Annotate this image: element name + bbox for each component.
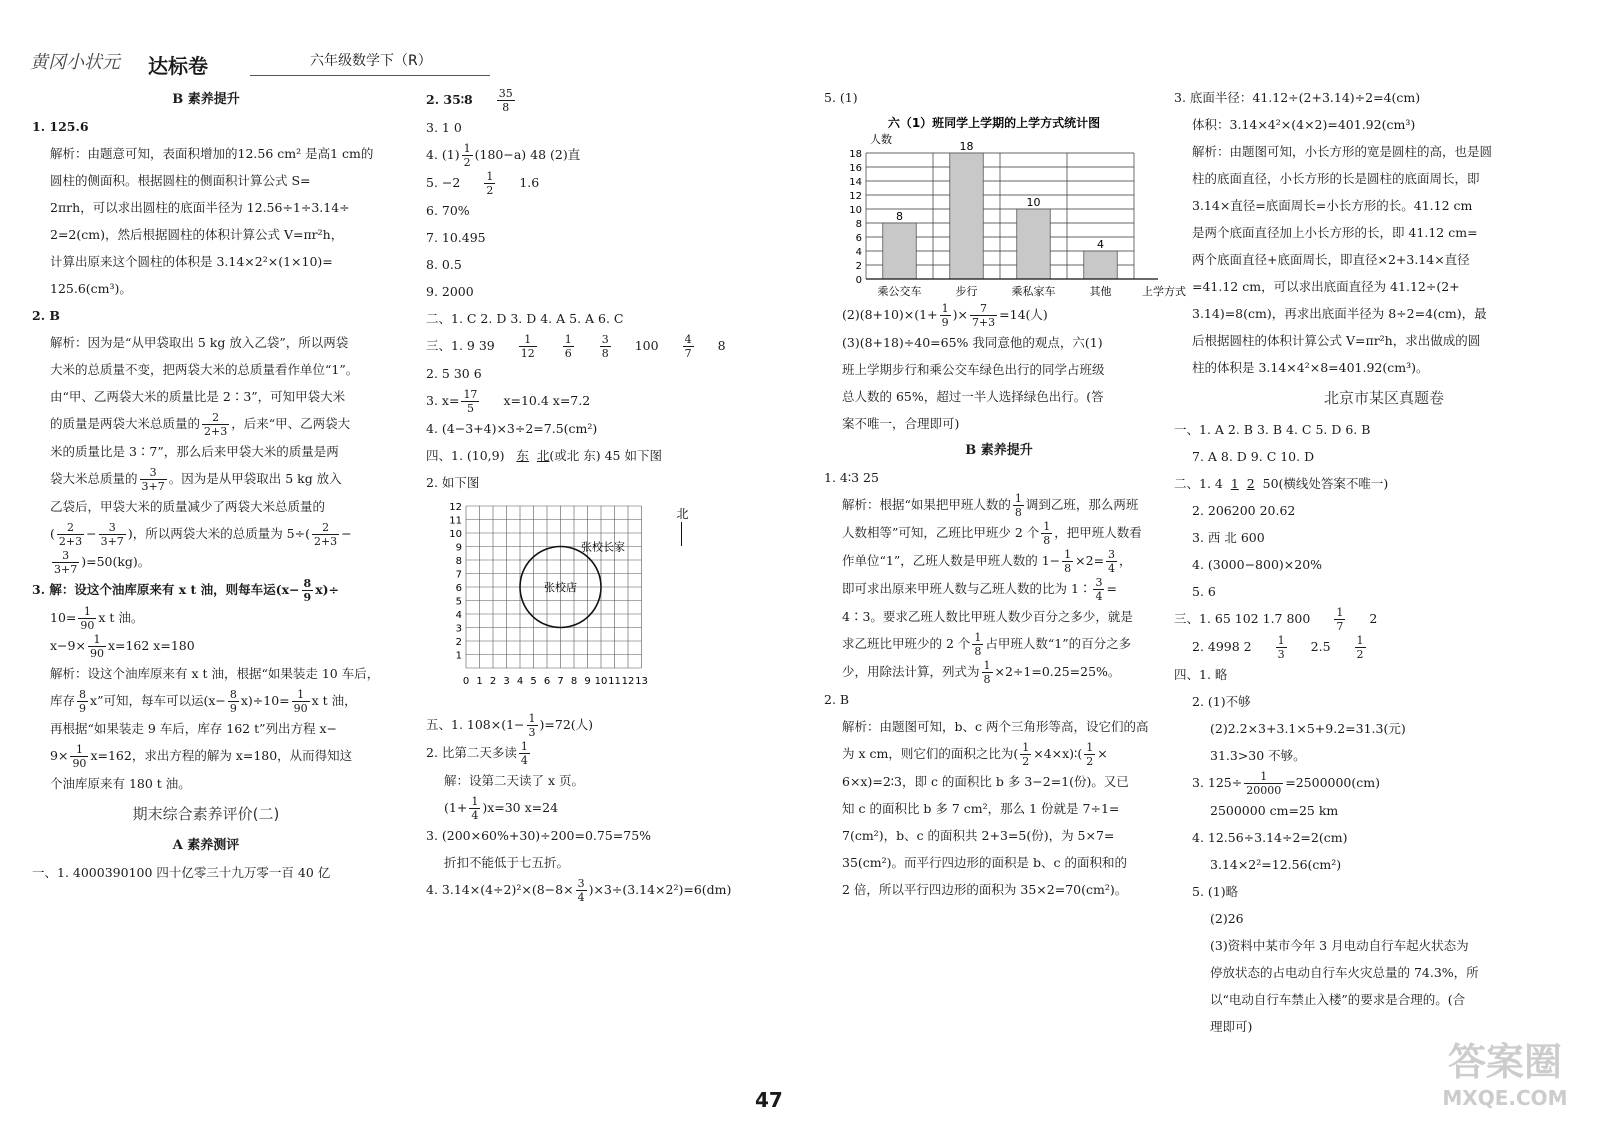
x-tick-label: 乘公交车: [877, 285, 922, 298]
bar-2: [1017, 209, 1051, 279]
y-tick-label: 12: [849, 191, 862, 202]
x-tick-label: 乘私家车: [1011, 285, 1056, 298]
page-header: [20, 40, 490, 80]
fraction: $\frac{1}{90}$: [89, 633, 104, 660]
answer-column-1: B 素养提升 1. 125.6 解析：由题意可知，表面积增加的12.56 cm² 是高1 cm的 圆柱的侧面积。根据圆柱的侧面积计算公式 S= 2πrh，可以求出圆柱的底面半径为 12.56÷1÷3.14÷ 2=2(cm)，然后根据圆柱的体积计算公式 V=πr²h， 计算出原来这个圆柱的体积是 3.14×2²×(1×10)= 125.6(cm³)。 2. B 解析：因为是“从甲袋取出 5 kg 放入乙袋”，所以两袋 大米的总质量不变，把两袋大米的总质量看作单位“1”。 由“甲、乙两袋大米的质量比是 2∶3”，可知甲袋大米 的质量是两袋大米总质量的 $\frac{2}{2+3}$ ，后来“甲、乙两袋大 米的质量比是 3∶7”，那么后来甲袋大米的质量是两 袋大米总质量的 $\frac{3}{3+7}$ 。因为是从甲袋取出 5 kg 放入 乙袋后，甲袋大米的质量减少了两袋大米总质量的 ( $\frac{2}{2+3}$ − $\frac{3}{3+7}$ )，所以两袋大米的总质量为 5÷( $\frac{2}{2+3}$ − $\frac{3}{3+7}$ )=50(kg)。 3. 解：设这个油库原来有 x t 油，则每车运(x− $\frac{8}{9}$ x)÷ 10= $\frac{1}{90}$ x t 油。 x−9× $\frac{1}{90}$ x=162 x=180 解析：设这个油库原来有 x t 油，根据“如果装走 10 车后， 库存 $\frac{8}{9}$ x”可知，每车可以运(x− $\frac{8}{9}$ x)÷10= $\frac{1}{90}$ x t 油， 再根据“如果装走 9 车后，库存 162 t”列出方程 x− 9× $\frac{1}{90}$ x=162，求出方程的解为 x=180，从而得知这 个油库原来有 180 t 油。 期末综合素养评价(二) A 素养测评 一、1. 4000390100 四十亿零三十九万零一百 40 亿: [32, 86, 380, 886]
x-tick-label: 3: [503, 676, 510, 687]
bar-value-label: 10: [1026, 196, 1041, 209]
x-tick-label: 1: [476, 676, 483, 687]
bar-value-label: 18: [959, 140, 974, 153]
y-tick-label: 1: [455, 650, 462, 662]
answer-column-3: 5. (1) 六（1）班同学上学期的上学方式统计图 人数 0 2 4 6 8 10 12 14 16 18 8 乘公交车 18 步行 10 乘私家车 4 其他 上学方式 (2)(8+10)×(1+ $\frac{1}{9}$ )× $\frac{7}{7+3}$ =14(人) (3)(8+18)÷40=65% 我同意他的观点，六(1) 班上学期步行和乘公交车绿色出行的同学占班级 总人数的 65%，超过一半人选择绿色出行。(答 案不唯一，合理即可) B 素养提升 1. 4∶3 25 解析：根据“如果把甲班人数的 $\frac{1}{8}$ 调到乙班，那么两班 人数相等”可知，乙班比甲班少 2 个 $\frac{1}{8}$ ，把甲班人数看 作单位“1”，乙班人数是甲班人数的 1− $\frac{1}{8}$ ×2= $\frac{3}{4}$ ， 即可求出原来甲班人数与乙班人数的比为 1∶ $\frac{3}{4}$ = 4∶3。要求乙班人数比甲班人数少百分之多少，就是 求乙班比甲班少的 2 个 $\frac{1}{8}$ 占甲班人数“1”的百分之多 少，用除法计算，列式为 $\frac{1}{8}$ ×2÷1=0.25=25%。 2. B 解析：由题图可知，b、c 两个三角形等高，设它们的高 为 x cm，则它们的面积之比为( $\frac{1}{2}$ ×4×x)∶( $\frac{1}{2}$ × 6×x)=2∶3，即 c 的面积比 b 多 3−2=1(份)。又已 知 c 的面积比 b 多 7 cm²，那么 1 份就是 7÷1= 7(cm²)，b、c 的面积共 2+3=5(份)，为 5×7= 35(cm²)。而平行四边形的面积是 b、c 的面积和的 2 倍，所以平行四边形的面积为 35×2=70(cm²)。: [824, 90, 1186, 897]
fraction: $\frac{1}{90}$: [80, 605, 95, 632]
fraction: $\frac{8}{9}$: [303, 577, 312, 604]
x-tick-label: 13: [635, 676, 648, 687]
fraction: $\frac{1}{2}$: [486, 170, 494, 197]
x-tick-label: 11: [608, 676, 621, 687]
header-grade: 六年级数学下（R）: [310, 53, 432, 69]
header-divider: [250, 75, 490, 76]
grid-label-shop: 张校店: [544, 581, 577, 594]
y-tick-label: 5: [455, 596, 462, 608]
answer-part1: 一、1. 4000390100 四十亿零三十九万零一百 40 亿: [32, 865, 331, 880]
fraction: $\frac{1}{90}$: [72, 743, 87, 770]
y-tick-label: 12: [449, 502, 462, 513]
y-tick-label: 9: [455, 542, 462, 554]
x-tick-label: 12: [621, 676, 635, 687]
x-tick-label: 5: [530, 676, 537, 687]
y-tick-label: 6: [455, 583, 462, 594]
answer-column-4: 3. 底面半径：41.12÷(2+3.14)÷2=4(cm) 体积：3.14×4²×(4×2)=401.92(cm³) 解析：由题图可知，小长方形的宽是圆柱的高，也是圆 柱的底面直径，小长方形的长是圆柱的底面周长，即 3.14×直径=底面周长=小长方形的长。41.12 cm 是两个底面直径加上小长方形的长，即 41.12 cm= 两个底面直径+底面周长，即直径×2+3.14×直径 =41.12 cm，可以求出底面直径为 41.12÷(2+ 3.14)=8(cm)，再求出底面半径为 8÷2=4(cm)，最 后根据圆柱的体积计算公式 V=πr²h，求出做成的圆 柱的体积是 3.14×4²×8=401.92(cm³)。 北京市某区真题卷 一、1. A 2. B 3. B 4. C 5. D 6. B 7. A 8. D 9. C 10. D 二、1. 4 1 2 50(横线处答案不唯一) 2. 206200 20.62 3. 西 北 600 4. (3000−800)×20% 5. 6 三、1. 65 102 1.7 800 $\frac{1}{7}$ 2 2. 4998 2 $\frac{1}{3}$ 2.5 $\frac{1}{2}$ 四、1. 略 2. (1)不够 (2)2.2×3+3.1×5+9.2=31.3(元) 31.3>30 不够。 3. 125÷ $\frac{1}{20000}$ =2500000(cm) 2500000 cm=25 km 4. 12.56÷3.14÷2=2(cm) 3.14×2²=12.56(cm²) 5. (1)略 (2)26 (3)资料中某市今年 3 月电动自行车起火状态为 停放状态的占电动自行车火灾总量的 74.3%，所 以“电动自行车禁止入楼”的要求是合理的。(合 理即可): [1174, 84, 1594, 1040]
section-title-b: B 素养提升: [172, 92, 240, 107]
chart-title: 六（1）班同学上学期的上学方式统计图: [887, 116, 1101, 130]
explanation-1: 解析：由题意可知，表面积增加的12.56 cm² 是高1 cm的 圆柱的侧面积。根据圆柱的侧面积计算公式 S= 2πrh，可以求出圆柱的底面半径为 12.56÷1÷3.14÷ 2=2(cm)，然后根据圆柱的体积计算公式 V=πr²h， 计算出原来这个圆柱的体积是 3.14×2²×(1×10)= 125.6(cm³)。: [50, 146, 374, 296]
bar-value-label: 8: [896, 210, 903, 223]
answer-3: 3. 解：设这个油库原来有 x t 油，则每车运(x− $\frac{8}{9}$ x)÷: [32, 577, 340, 604]
y-tick-label: 4: [455, 610, 462, 621]
y-tick-label: 8: [855, 219, 862, 230]
right-page: [800, 0, 1600, 1127]
x-tick-label: 9: [584, 676, 591, 687]
north-label: 北: [676, 507, 689, 521]
grid-label-home: 张校长家: [581, 540, 625, 554]
bar-0: [883, 223, 917, 279]
x-tick-label: 4: [516, 676, 524, 687]
x-tick-label: 其他: [1089, 285, 1112, 298]
fraction: $\frac{1}{90}$: [293, 688, 308, 715]
watermark-logo: 答案圈 MXQE.COM: [1442, 1040, 1568, 1110]
answer-column-2: 2. 35∶8 $\frac{35}{8}$ 3. 1 0 4. (1) $\frac{1}{2}$ (180−a) 48 (2)直 5. −2 $\frac{1}{2}$ 1.6 6. 70% 7. 10.495 8. 0.5 9. 2000 二、1. C 2. D 3. D 4. A 5. A 6. C 三、1. 9 39 $\frac{1}{12}$ $\frac{1}{6}$ $\frac{3}{8}$ 100 $\frac{4}{7}$ 8 2. 5 30 6 3. x= $\frac{17}{5}$ x=10.4 x=7.2 4. (4−3+4)×3÷2=7.5(cm²) 四、1. (10,9) 东 北(或北 东) 45 如下图 2. 如下图 0 1 2 3 4 5 6 7 8 9 10 11 12 13 1 2 3 4 5 6 7 8 9 10 11 12 张校长家 张校店 北 五、1. 108×(1− $\frac{1}{3}$ )=72(人) 2. 比第二天多读 $\frac{1}{4}$ 解：设第二天读了 x 页。 (1+ $\frac{1}{4}$ )x=30 x=24 3. (200×60%+30)÷200=0.75=75% 折扣不能低于七五折。 4. 3.14×(4÷2)²×(8−8× $\frac{3}{4}$ )×3÷(3.14×2²)=6(dm): [426, 86, 796, 904]
x-tick-label: 6: [543, 676, 551, 687]
fraction: $\frac{3}{3+7}$: [141, 466, 165, 493]
answer-1: 1. 125.6: [32, 119, 89, 134]
y-tick-label: 10: [849, 205, 862, 216]
fraction: $\frac{3}{3+7}$: [100, 521, 124, 548]
bar-3: [1084, 251, 1118, 279]
header-title: 达标卷: [148, 54, 208, 78]
section-title-a: A 素养测评: [172, 838, 240, 853]
fraction: $\frac{3}{3+7}$: [54, 549, 78, 576]
bar-chart-figure: [824, 111, 1186, 301]
bar-1: [950, 153, 984, 279]
fraction: $\frac{1}{2}$: [463, 142, 471, 169]
y-tick-label: 2: [455, 637, 462, 648]
exam-title-2: 北京市某区真题卷: [1323, 389, 1444, 407]
y-tick-label: 8: [455, 556, 462, 567]
x-tick-label: 10: [594, 676, 608, 687]
y-tick-label: 10: [449, 529, 462, 540]
bar-value-label: 4: [1097, 238, 1104, 251]
fraction: $\frac{8}{9}$: [79, 688, 87, 715]
y-tick-label: 3: [455, 623, 462, 635]
fraction: $\frac{2}{2+3}$: [58, 521, 83, 548]
x-axis-label: 上学方式: [1142, 285, 1186, 298]
fraction: $\frac{35}{8}$: [498, 87, 513, 114]
y-tick-label: 0: [855, 275, 862, 286]
y-tick-label: 2: [855, 261, 862, 272]
y-tick-label: 7: [455, 569, 462, 581]
y-axis-label: 人数: [870, 133, 892, 146]
fraction: $\frac{8}{9}$: [229, 688, 237, 715]
answer-2: 2. B: [32, 308, 60, 323]
x-tick-label: 步行: [955, 285, 978, 298]
y-tick-label: 4: [855, 247, 862, 258]
y-tick-label: 16: [849, 163, 862, 174]
page-number: 47: [755, 1088, 783, 1112]
x-tick-label: 0: [462, 676, 470, 687]
brand-logo: 黄冈小状元: [30, 52, 120, 73]
x-tick-label: 7: [557, 676, 564, 687]
section-title-b2: B 素养提升: [965, 443, 1033, 458]
x-tick-label: 2: [489, 676, 497, 687]
y-tick-label: 6: [855, 233, 862, 244]
exam-title: 期末综合素养评价(二): [132, 805, 280, 823]
fraction: $\frac{2}{2+3}$: [313, 521, 338, 548]
y-tick-label: 14: [849, 177, 862, 188]
coordinate-grid-figure: [426, 496, 796, 711]
coordinate-grid: [426, 496, 726, 711]
x-tick-label: 8: [570, 676, 578, 687]
y-tick-label: 18: [849, 149, 862, 160]
bar-chart: [824, 111, 1186, 301]
explanation-2: 解析：因为是“从甲袋取出 5 kg 放入乙袋”，所以两袋 大米的总质量不变，把两袋大米的总质量看作单位“1”。 由“甲、乙两袋大米的质量比是 2∶3”，可知甲袋大米 的质量是两袋大米总质量的 $\frac{2}{2+3}$ ，后来“甲、乙两袋大 米的质量比是 3∶7”，那么后来甲袋大米的质量是两 袋大米总质量的 $\frac{3}{3+7}$ 。因为是从甲袋取出 5 kg 放入 乙袋后，甲袋大米的质量减少了两袋大米总质量的 ( $\frac{2}{2+3}$ − $\frac{3}{3+7}$ )，所以两袋大米的总质量为 5÷( $\frac{2}{2+3}$ − $\frac{3}{3+7}$ )=50(kg)。: [50, 335, 359, 576]
fraction: $\frac{2}{2+3}$: [204, 411, 228, 438]
y-tick-label: 11: [449, 515, 462, 527]
